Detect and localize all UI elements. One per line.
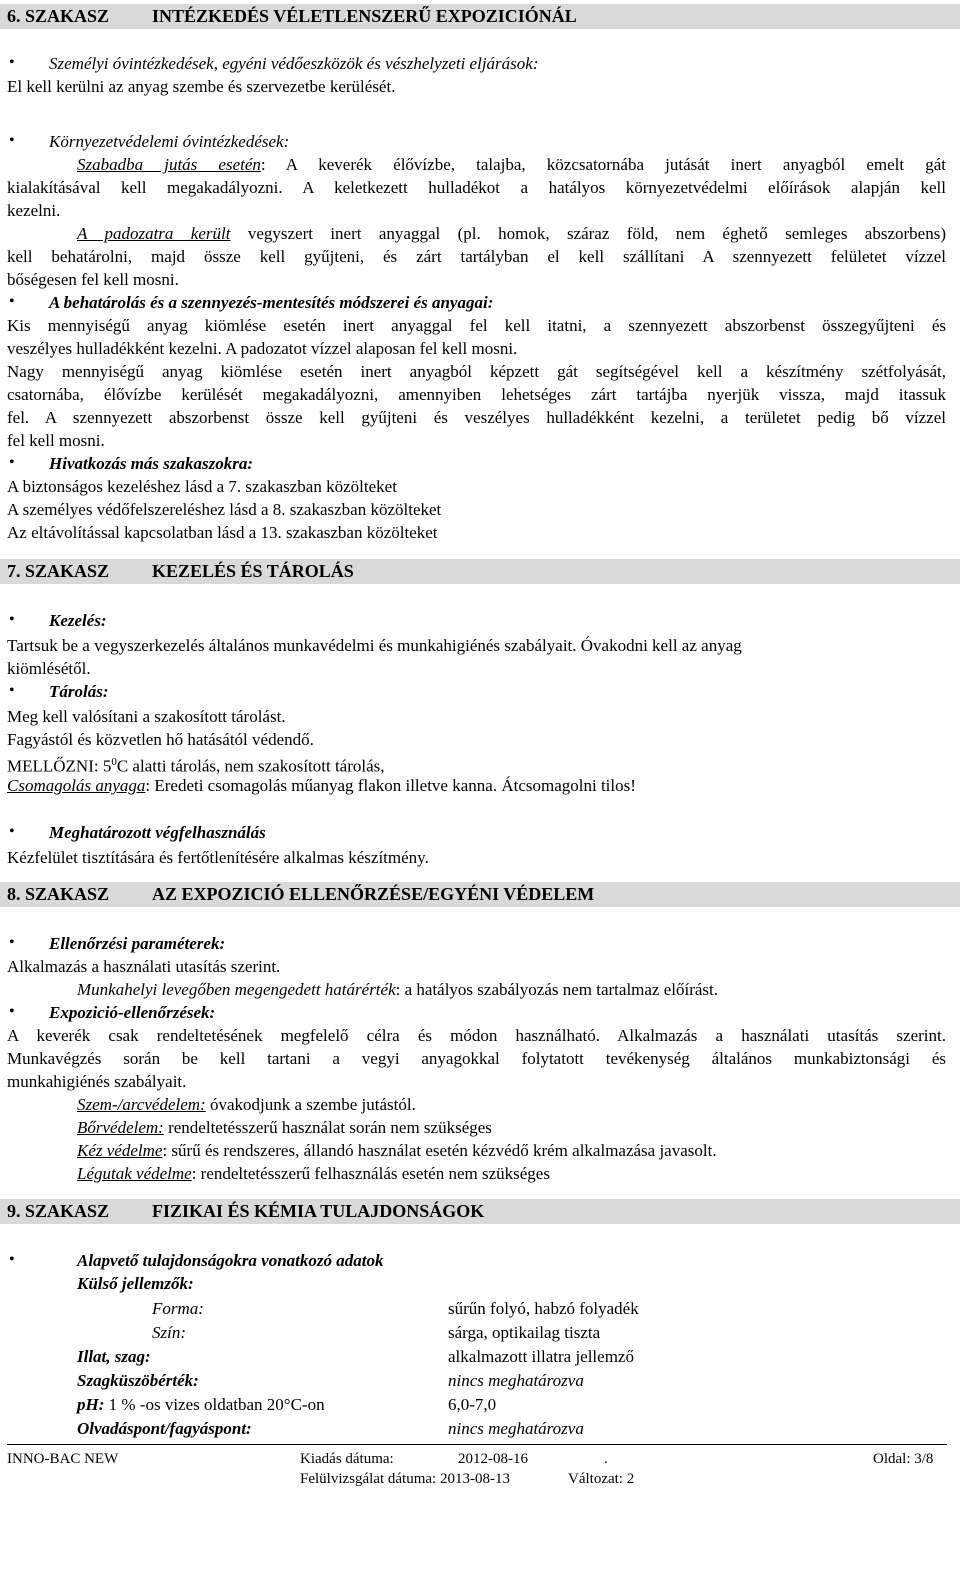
odor-value: alkalmazott illatra jellemző xyxy=(448,1347,634,1366)
bullet-icon: • xyxy=(9,132,15,149)
bullet-icon: • xyxy=(9,934,15,951)
section-7-header xyxy=(0,559,960,584)
exposure-line-3: munkahigiénés szabályait. xyxy=(7,1072,187,1091)
env-line-3: kezelni. xyxy=(7,201,61,220)
odor-label: Illat, szag: xyxy=(77,1347,151,1366)
control-params-label: Ellenőrzési paraméterek: xyxy=(49,934,226,953)
appearance-label: Külső jellemzők: xyxy=(77,1274,194,1293)
section-title: FIZIKAI ÉS KÉMIA TULAJDONSÁGOK xyxy=(152,1201,485,1221)
exposure-limit-line: Munkahelyi levegőben megengedett határérték: a hatályos szabályozás nem tartalmaz előírást. xyxy=(77,980,719,999)
control-params-text: Alkalmazás a használati utasítás szerint. xyxy=(7,957,281,976)
bullet-icon: • xyxy=(9,682,15,699)
bullet-icon: • xyxy=(9,454,15,471)
bullet-icon: • xyxy=(9,293,15,310)
footer-divider xyxy=(7,1444,947,1445)
packaging-line: Csomagolás anyaga: Eredeti csomagolás műanyag flakon illetve kanna. Átcsomagolni tilos! xyxy=(7,776,636,795)
hand-protection-line: Kéz védelme: sűrű és rendszeres, állandó használat esetén kézvédő krém alkalmazása javasolt. xyxy=(77,1141,717,1160)
handling-line-1: Tartsuk be a vegyszerkezelés általános munkavédelmi és munkahigiénés szabályait. Óvakodni kell az anyag xyxy=(7,636,742,655)
melting-point-label: Olvadáspont/fagyáspont: xyxy=(77,1419,252,1438)
footer-version: Változat: 2 xyxy=(568,1471,635,1487)
section-title: KEZELÉS ÉS TÁROLÁS xyxy=(152,561,354,581)
bullet-icon: • xyxy=(9,1003,15,1020)
storage-line-1: Meg kell valósítani a szakosított tárolást. xyxy=(7,707,286,726)
respiratory-protection-line: Légutak védelme: rendeltetésszerű felhasználás esetén nem szükséges xyxy=(77,1164,550,1183)
env-line-2: kialakításával kell megakadályozni. A keletkezett hulladékot a hatályos környezetvédelmi előírások alapján kell xyxy=(7,178,946,197)
reference-line-1: A biztonságos kezeléshez lásd a 7. szakaszban közölteket xyxy=(7,477,397,496)
section-6-header xyxy=(0,4,960,29)
footer-revision: Felülvizsgálat dátuma: 2013-08-13 xyxy=(300,1471,510,1487)
footer-dot: . xyxy=(604,1451,608,1467)
bullet-icon: • xyxy=(9,1251,15,1268)
methods-line-1: Kis mennyiségű anyag kiömlése esetén inert anyaggal fel kell itatni, a szennyezett abszorbenst összegyűjteni és xyxy=(7,316,946,335)
section-8-header xyxy=(0,882,960,907)
footer-issue-date: 2012-08-16 xyxy=(458,1451,528,1467)
bullet-icon: • xyxy=(9,54,15,71)
melting-point-value: nincs meghatározva xyxy=(448,1419,584,1438)
handling-line-2: kiömlésétől. xyxy=(7,659,91,678)
basic-properties-label: Alapvető tulajdonságokra vonatkozó adatok xyxy=(77,1251,384,1270)
odor-threshold-label: Szagküszöbérték: xyxy=(77,1371,199,1390)
env-precautions-label: Környezetvédelemi óvintézkedések: xyxy=(49,132,290,151)
form-label: Forma: xyxy=(152,1299,204,1318)
bullet-icon: • xyxy=(9,823,15,840)
end-use-label: Meghatározott végfelhasználás xyxy=(49,823,266,842)
ph-line: pH: 1 % -os vizes oldatban 20°C-on xyxy=(77,1395,325,1414)
eye-protection-line: Szem-/arcvédelem: óvakodjunk a szembe jutástól. xyxy=(77,1095,416,1114)
skin-protection-line: Bőrvédelem: rendeltetésszerű használat során nem szükséges xyxy=(77,1118,492,1137)
storage-line-2: Fagyástól és közvetlen hő hatásától védendő. xyxy=(7,730,314,749)
color-label: Szín: xyxy=(152,1323,186,1342)
references-label: Hivatkozás más szakaszokra: xyxy=(49,454,254,473)
section-title: AZ EXPOZICIÓ ELLENŐRZÉSE/EGYÉNI VÉDELEM xyxy=(152,884,595,904)
floor-line-3: bőségesen fel kell mosni. xyxy=(7,270,179,289)
bullet-icon: • xyxy=(9,611,15,628)
section-9-header xyxy=(0,1199,960,1224)
footer-issue-label: Kiadás dátuma: xyxy=(300,1451,394,1467)
section-number: 9. SZAKASZ xyxy=(7,1201,110,1221)
reference-line-2: A személyes védőfelszereléshez lásd a 8. szakaszban közölteket xyxy=(7,500,442,519)
env-release-line: Szabadba jutás esetén: A keverék élővízbe, talajba, közcsatornába jutását inert anyagból emelt gát xyxy=(77,155,946,174)
color-value: sárga, optikailag tiszta xyxy=(448,1323,601,1342)
footer-product: INNO-BAC NEW xyxy=(7,1451,119,1467)
personal-precautions-text: El kell kerülni az anyag szembe és szervezetbe kerülését. xyxy=(7,77,396,96)
methods-line-5: fel. A szennyezett abszorbenst össze kell gyűjteni és veszélyes hulladékként kezelni, a területet pedig bő vízzel xyxy=(7,408,946,427)
exposure-controls-label: Expozició-ellenőrzések: xyxy=(49,1003,216,1022)
methods-line-3: Nagy mennyiségű anyag kiömlése esetén inert anyagból képzett gát segítségével kell a készítmény szétfolyását, xyxy=(7,362,946,381)
end-use-text: Kézfelület tisztítására és fertőtlenítésére alkalmas készítmény. xyxy=(7,848,429,867)
odor-threshold-value: nincs meghatározva xyxy=(448,1371,584,1390)
floor-line-1: A padozatra került vegyszert inert anyaggal (pl. homok, száraz föld, nem éghető semleges abszorbens) xyxy=(77,224,946,243)
section-number: 8. SZAKASZ xyxy=(7,884,110,904)
reference-line-3: Az eltávolítással kapcsolatban lásd a 13. szakaszban közölteket xyxy=(7,523,438,542)
methods-line-4: csatornába, élővízbe kerülését megakadályozni, amennyiben lehetséges zárt tartájba nyerjük vissza, majd itassuk xyxy=(7,385,946,404)
section-title: INTÉZKEDÉS VÉLETLENSZERŰ EXPOZICIÓNÁL xyxy=(152,6,577,26)
methods-label: A behatárolás és a szennyezés-mentesítés módszerei és anyagai: xyxy=(49,293,494,312)
methods-line-2: veszélyes hulladékként kezelni. A padozatot vízzel alaposan fel kell mosni. xyxy=(7,339,518,358)
exposure-line-2: Munkavégzés során be kell tartani a vegyi anyagokkal folytatott tevékenység általános munkabiztonsági és xyxy=(7,1049,946,1068)
personal-precautions-label: Személyi óvintézkedések, egyéni védőeszközök és vészhelyzeti eljárások: xyxy=(49,54,539,73)
form-value: sűrűn folyó, habzó folyadék xyxy=(448,1299,639,1318)
storage-line-3: MELLŐZNI: $5^0C$ alatti tárolás, nem szakosított tárolás, xyxy=(7,756,385,776)
exposure-line-1: A keverék csak rendeltetésének megfelelő célra és módon használható. Alkalmazás a használati utasítás szerint. xyxy=(7,1026,946,1045)
floor-line-2: kell behatárolni, majd össze kell gyűjteni, és zárt tartályban el kell szállítani A szennyezett felületet vízzel xyxy=(7,247,946,266)
methods-line-6: fel kell mosni. xyxy=(7,431,105,450)
section-number: 7. SZAKASZ xyxy=(7,561,110,581)
ph-value: 6,0-7,0 xyxy=(448,1395,497,1414)
handling-label: Kezelés: xyxy=(49,611,107,630)
footer-page: Oldal: 3/8 xyxy=(873,1451,934,1467)
section-number: 6. SZAKASZ xyxy=(7,6,110,26)
storage-label: Tárolás: xyxy=(49,682,109,701)
